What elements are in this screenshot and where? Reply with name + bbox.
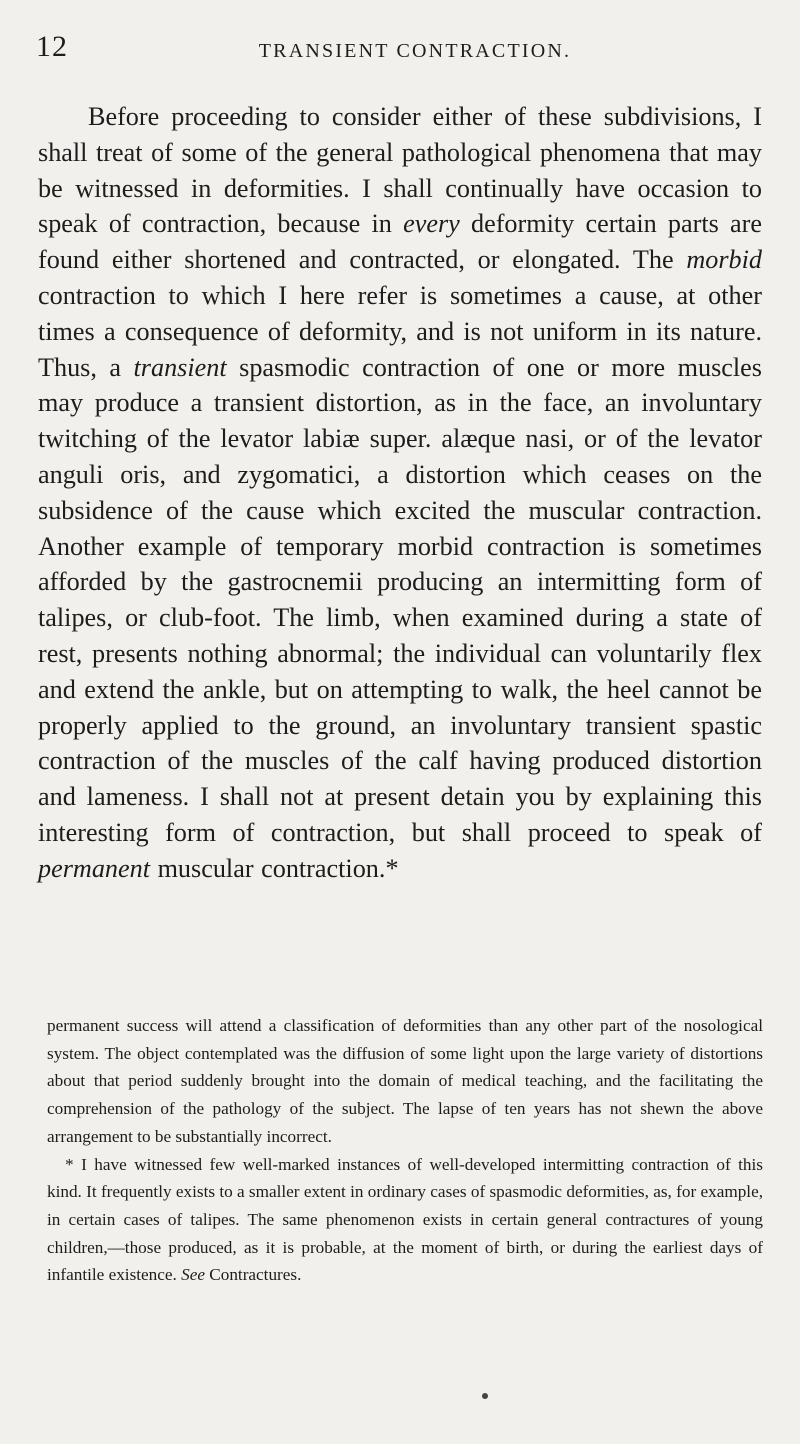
text-run: Before proceeding to consider either of these subdivisions, I shall treat of some of the general pathological phenomena that may be witnessed in deformities. I shall continually have occasion to speak of contraction, because in <box>38 102 762 239</box>
footnotes <box>47 1012 763 1289</box>
emphasis-morbid: morbid <box>686 245 762 275</box>
page-number: 12 <box>36 30 68 63</box>
footnote-continued: permanent success will attend a classification of deformities than any other part of the nosological system. The object contemplated was the diffusion of some light upon the large variety of distortions about that period suddenly brought into the domain of medical teaching, and the facilitating the comprehension of the pathology of the subject. The lapse of ten years has not shewn the above arrangement to be substantially incorrect. <box>47 1016 763 1146</box>
ornament-dot <box>482 1393 488 1399</box>
text-run: Contractures. <box>204 1265 302 1285</box>
emphasis-permanent: permanent <box>38 853 151 883</box>
footnote-star <box>47 1151 763 1290</box>
text-run: deformity certain parts are found either shortened and contracted, or elongated. The <box>38 209 763 275</box>
running-head: TRANSIENT CONTRACTION. <box>258 40 572 62</box>
emphasis-see: See <box>181 1265 205 1285</box>
text-run: spasmodic contraction of one or more muscles may produce a transient distortion, as in the face, an involuntary twitching of the levator labiæ super. alæque nasi, or of the levator anguli oris, and zygomatici, a distortion which ceases on the subsidence of the cause which excited the muscular contraction. Another example of temporary morbid contraction is sometimes afforded by the gastrocnemii producing an intermitting form of talipes, or club-foot. The limb, when examined during a state of rest, presents nothing abnormal; the individual can voluntarily flex and extend the ankle, but on attempting to walk, the heel cannot be properly applied to the ground, an involuntary transient spastic contraction of the muscles of the calf having produced distortion and lameness. I shall not at present detain you by explaining this interesting form of contraction, but shall proceed to speak of <box>38 352 762 847</box>
emphasis-every: every <box>403 209 460 239</box>
text-run: muscular contraction.* <box>150 853 399 883</box>
main-paragraph <box>38 99 762 887</box>
text-run: contraction to which I here refer is sometimes a cause, at other times a consequence of deformity, and is not uniform in its nature. Thus, a <box>38 280 762 382</box>
emphasis-transient: transient <box>133 352 227 382</box>
text-run: * I have witnessed few well-marked instances of well-developed intermitting contraction of this kind. It frequently exists to a smaller extent in ordinary cases of spasmodic deformities, as, for example, in certain cases of talipes. The same phenomenon exists in certain general contractures of young children,—those produced, as it is probable, at the moment of birth, or during the earliest days of infantile existence. <box>47 1154 763 1285</box>
